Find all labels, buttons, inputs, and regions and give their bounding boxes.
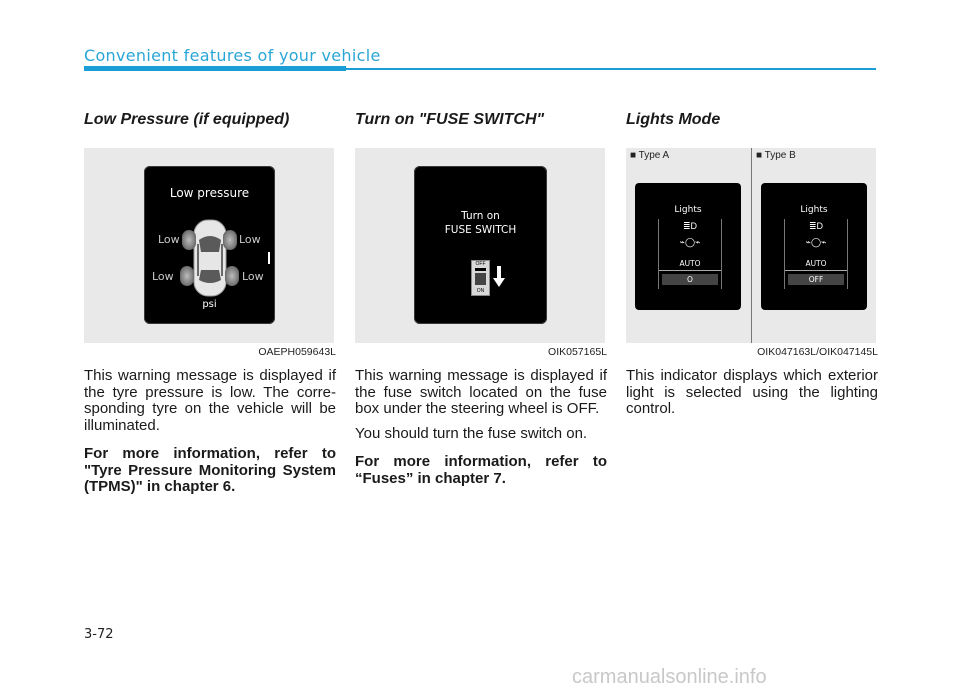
arrow-down-icon: [492, 266, 506, 288]
reference-note: For more information, refer to "Tyre Pressure Monitoring System (TPMS)" in chapter 6.: [84, 445, 336, 495]
figure-code: OIK057165L: [548, 346, 607, 358]
type-b-label: ■ Type B: [756, 150, 796, 161]
headlight-high-beam-icon: ≣D: [808, 221, 824, 231]
type-divider: [751, 148, 752, 343]
section-lights-mode: [626, 110, 878, 418]
section-heading: Low Pressure (if equipped): [84, 111, 290, 128]
tire-rear-right-icon: [225, 266, 239, 286]
display-line1: Turn on: [461, 210, 500, 222]
display-title: Low pressure: [169, 186, 250, 200]
auto-option: AUTO: [659, 259, 721, 271]
figure-lights-mode: [626, 148, 876, 343]
tail-light-icon: ⌁◯⌁: [805, 237, 827, 247]
figure-fuse-switch: [355, 148, 605, 343]
type-a-label: ■ Type A: [630, 150, 670, 161]
paragraph: This warning message is displayed if the tyre pressure is low. The corre- sponding tyre on the vehicle will be illuminated.: [84, 367, 336, 434]
scroll-indicator: [268, 252, 270, 264]
paragraph: You should turn the fuse switch on.: [355, 424, 588, 442]
header-title: Convenient features of your vehicle: [84, 46, 381, 65]
header-bar-thick: [84, 66, 346, 71]
paragraph: This indicator displays which exterior light is selected using the lighting control.: [626, 367, 878, 417]
figure-code: OIK047163L/OIK047145L: [757, 346, 878, 358]
selected-option: OFF: [788, 274, 844, 285]
figure-code: OAEPH059643L: [258, 346, 336, 358]
car-top-view-icon: [190, 218, 230, 298]
cluster-display: [414, 166, 547, 324]
tire-label-rear-right: Low: [242, 270, 264, 283]
section-heading: Lights Mode: [626, 111, 721, 128]
off-label: OFF: [475, 261, 486, 267]
headlight-high-beam-icon: ≣D: [682, 221, 698, 231]
switch-slot: [475, 268, 486, 271]
tire-label-front-right: Low: [239, 233, 261, 246]
tire-label-front-left: Low: [158, 233, 180, 246]
tire-front-right-icon: [223, 230, 237, 250]
page-number: 3-72: [84, 627, 114, 642]
display-line2: FUSE SWITCH: [444, 224, 517, 236]
reference-note: For more information, refer to “Fuses” in chapter 7.: [355, 453, 607, 487]
cluster-display: [144, 166, 275, 324]
switch-lever: [475, 273, 486, 285]
watermark: carmanualsonline.info: [572, 666, 767, 688]
tail-light-icon: ⌁◯⌁: [679, 237, 701, 247]
lights-title: Lights: [800, 205, 828, 215]
tire-front-left-icon: [182, 230, 196, 250]
on-label: ON: [476, 288, 485, 294]
pressure-unit: psi: [202, 299, 217, 310]
header-bar-thin: [346, 68, 876, 70]
section-fuse-switch: [355, 110, 607, 487]
lights-title: Lights: [674, 205, 702, 215]
lights-panel: [658, 219, 722, 289]
section-low-pressure: [84, 110, 336, 496]
selected-option: O: [662, 274, 718, 285]
fuse-switch-icon: [471, 260, 490, 296]
lights-display-type-b: [761, 183, 867, 310]
tire-label-rear-left: Low: [152, 270, 174, 283]
paragraph: This warning message is displayed if the fuse switch located on the fuse box under the steering wheel is OFF.: [355, 367, 607, 417]
tire-rear-left-icon: [180, 266, 194, 286]
lights-panel: [784, 219, 848, 289]
figure-low-pressure: [84, 148, 334, 343]
auto-option: AUTO: [785, 259, 847, 271]
section-heading: Turn on "FUSE SWITCH": [355, 111, 545, 128]
lights-display-type-a: [635, 183, 741, 310]
